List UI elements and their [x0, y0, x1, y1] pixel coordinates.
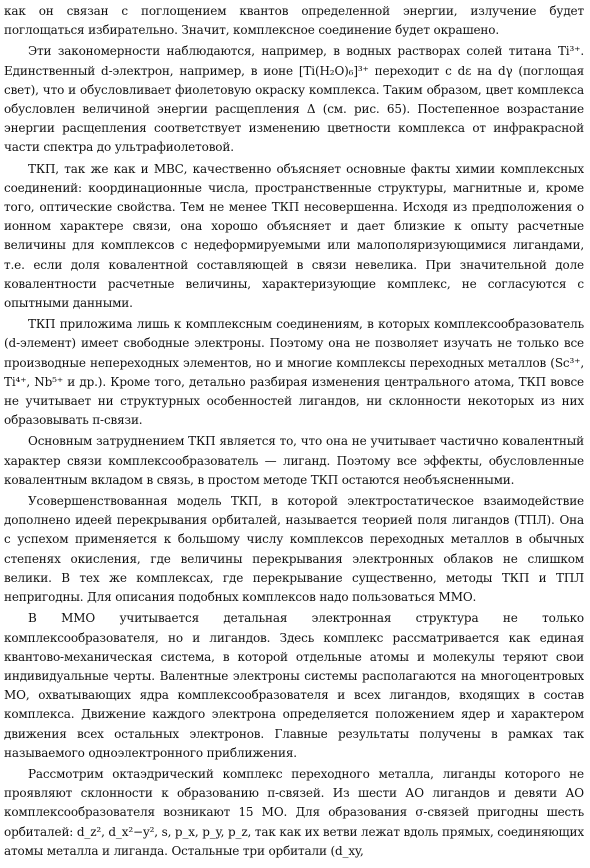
paragraph-3: ТКП, так же как и МВС, качественно объясняет основные факты химии комплексных соединений: координационные числа, пространственные структуры, магнитные и, кроме того, оптические свойства. Тем не менее ТКП несовершенна. Исходя из предположения о ионном характере связи, она хорошо объясняет и дает близкие к опыту расчетные величины для комплексов с недеформируемыми или малополяризующимися лигандами, т.е. если доля ковалентной составляющей в связи невелика. При значительной доле ковалентности расчетные величины, характеризующие комплекс, не согласуются с опытными данными.	[4, 161, 584, 311]
paragraph-6: Усовершенствованная модель ТКП, в которой электростатическое взаимодействие дополнено идеей перекрывания орбиталей, называется теорией поля лигандов (ТПЛ). Она с успехом применяется к большому числу комплексов переходных металлов в обычных степенях окисления, где величины перекрывания электронных облаков не слишком велики. В тех же комплексах, где перекрывание существенно, методы ТКП и ТПЛ непригодны. Для описания подобных комплексов надо пользоваться ММО.	[4, 494, 584, 605]
paragraph-4: ТКП приложима лишь к комплексным соединениям, в которых комплексообразователь (d-элемент) имеет свободные электроны. Поэтому она не позволяет изучать не только все производные непереходных элементов, но и многие комплексы переходных металлов (Sc³⁺, Ti⁴⁺, Nb⁵⁺ и др.). Кроме того, детально разбирая изменения центрального атома, ТКП вовсе не учитывает ни структурных особенностей лигандов, ни склонности некоторых из них образовывать π-связи.	[4, 317, 584, 428]
paragraph-8: Рассмотрим октаэдрический комплекс переходного металла, лиганды которого не проявляют склонности к образованию π-связей. Из шести АО лигандов и девяти АО комплексообразователя возникают 15 МО. Для образования σ-связей пригодны шесть орбиталей: d_z², d_x²−y², s, p_x, p_y, p_z, так как их ветви лежат вдоль прямых, соединяющих атомы металла и лиганда. Остальные три орбитали (d_xy,	[4, 766, 585, 858]
paragraph-1: как он связан с поглощением квантов определенной энергии, излучение будет поглощаться избирательно. Значит, комплексное соединение будет окрашено.	[4, 4, 584, 38]
paragraph-2: Эти закономерности наблюдаются, например, в водных растворах солей титана Ti³⁺. Единственный d-электрон, например, в ионе [Ti(H₂O)₆]³⁺ переходит с dε на dγ (поглощая свет), что и обусловливает фиолетовую окраску комплекса. Таким образом, цвет комплекса обусловлен величиной энергии расщепления Δ (см. рис. 65). Постепенное возрастание энергии расщепления соответствует изменению цветности комплекса от инфракрасной части спектра до ультрафиолетовой.	[4, 44, 584, 155]
paragraph-7: В ММО учитывается детальная электронная структура не только комплексообразователя, но и лигандов. Здесь комплекс рассматривается как единая квантово-механическая система, в которой отдельные атомы и молекулы теряют свои индивидуальные черты. Валентные электроны системы располагаются на многоцентровых МО, охватывающих ядра комплексообразователя и всех лигандов, входящих в состав комплекса. Движение каждого электрона определяется положением ядер и характером движения всех остальных электронов. Главные результаты получены в рамках так называемого одноэлектронного приближения.	[4, 611, 584, 760]
paragraph-5: Основным затруднением ТКП является то, что она не учитывает частично ковалентный характер связи комплексообразователь — лиганд. Поэтому все эффекты, обусловленные ковалентным вкладом в связь, в простом методе ТКП остаются необъясненными.	[4, 434, 584, 487]
